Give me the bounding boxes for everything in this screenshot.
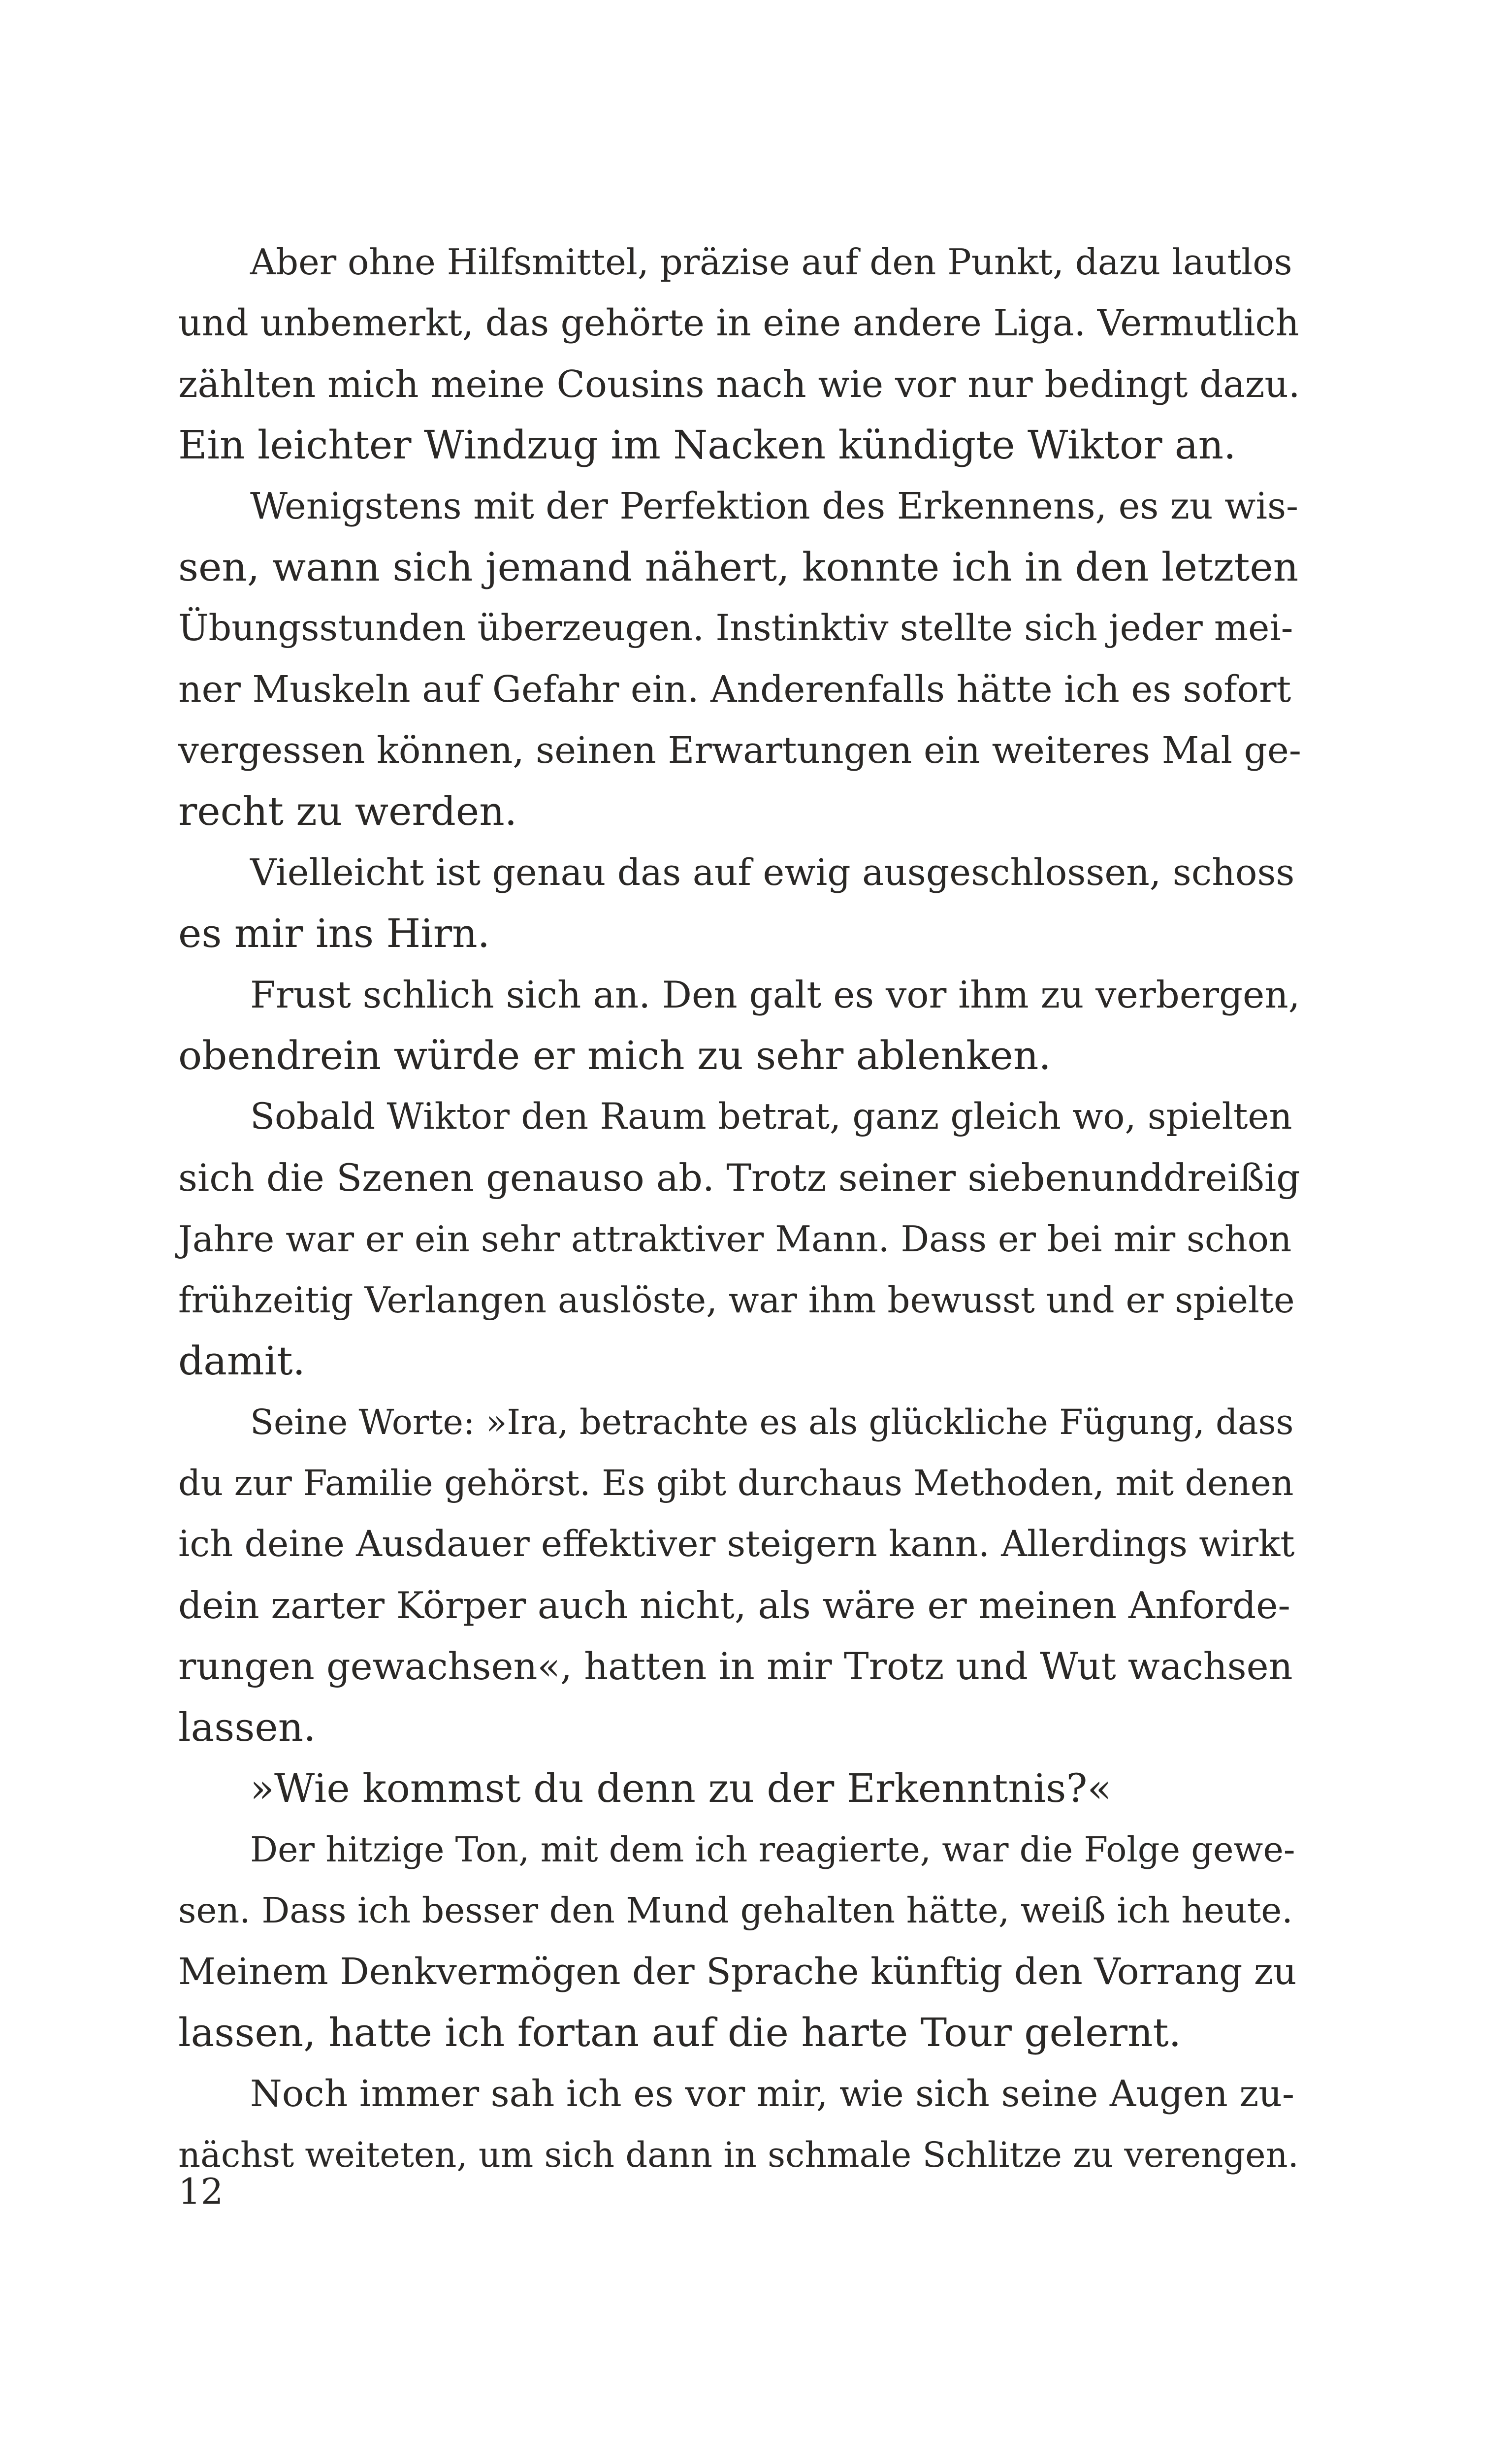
- text-line: sen, wann sich jemand nähert, konnte ich in den letzten: [178, 544, 1299, 590]
- text-line: damit.: [178, 1338, 305, 1384]
- text-line: und unbemerkt, das gehörte in eine andere Liga. Vermutlich: [178, 302, 1299, 344]
- text-line: Ein leichter Windzug im Nacken kündigte Wiktor an.: [178, 422, 1236, 468]
- text-line: Jahre war er ein sehr attraktiver Mann. Dass er bei mir schon: [178, 1218, 1292, 1260]
- text-line: du zur Familie gehörst. Es gibt durchaus Methoden, mit denen: [178, 1463, 1294, 1503]
- text-line: frühzeitig Verlangen auslöste, war ihm bewusst und er spielte: [178, 1279, 1295, 1321]
- text-line: Der hitzige Ton, mit dem ich reagierte, war die Folge gewe-: [250, 1829, 1295, 1870]
- text-line: vergessen können, seinen Erwartungen ein weiteres Mal ge-: [178, 729, 1301, 772]
- text-line: dein zarter Körper auch nicht, als wäre er meinen Anforde-: [178, 1584, 1290, 1627]
- text-line: rungen gewachsen«, hatten in mir Trotz und Wut wachsen: [178, 1644, 1293, 1688]
- text-line: recht zu werden.: [178, 788, 517, 834]
- text-line: ner Muskeln auf Gefahr ein. Anderenfalls hätte ich es sofort: [178, 668, 1291, 711]
- text-line: sich die Szenen genauso ab. Trotz seiner siebenunddreißig: [178, 1156, 1300, 1200]
- text-line: es mir ins Hirn.: [178, 911, 490, 956]
- text-line: Wenigstens mit der Perfektion des Erkennens, es zu wis-: [250, 485, 1299, 527]
- page-number: 12: [178, 2171, 224, 2212]
- text-line: Seine Worte: »Ira, betrachte es als glückliche Fügung, dass: [250, 1402, 1294, 1442]
- text-line: Meinem Denkvermögen der Sprache künftig den Vorrang zu: [178, 1951, 1297, 1993]
- text-line: ich deine Ausdauer effektiver steigern kann. Allerdings wirkt: [178, 1523, 1295, 1565]
- text-line: lassen.: [178, 1704, 316, 1750]
- text-line: Aber ohne Hilfsmittel, präzise auf den Punkt, dazu lautlos: [250, 241, 1292, 283]
- text-line: zählten mich meine Cousins nach wie vor nur bedingt dazu.: [178, 362, 1300, 406]
- text-line: »Wie kommst du denn zu der Erkenntnis?«: [250, 1765, 1112, 1811]
- text-line: nächst weiteten, um sich dann in schmale Schlitze zu verengen.: [178, 2135, 1299, 2175]
- text-line: lassen, hatte ich fortan auf die harte Tour gelernt.: [178, 2010, 1182, 2055]
- text-line: obendrein würde er mich zu sehr ablenken.: [178, 1033, 1051, 1078]
- text-line: Noch immer sah ich es vor mir, wie sich seine Augen zu-: [250, 2073, 1294, 2115]
- text-line: Sobald Wiktor den Raum betrat, ganz gleich wo, spielten: [250, 1096, 1292, 1138]
- text-line: sen. Dass ich besser den Mund gehalten hätte, weiß ich heute.: [178, 1890, 1293, 1931]
- text-line: Übungsstunden überzeugen. Instinktiv stellte sich jeder mei-: [178, 607, 1293, 649]
- text-line: Vielleicht ist genau das auf ewig ausgeschlossen, schoss: [250, 851, 1295, 894]
- body-text: [178, 231, 1303, 2185]
- text-line: Frust schlich sich an. Den galt es vor ihm zu verbergen,: [250, 973, 1300, 1016]
